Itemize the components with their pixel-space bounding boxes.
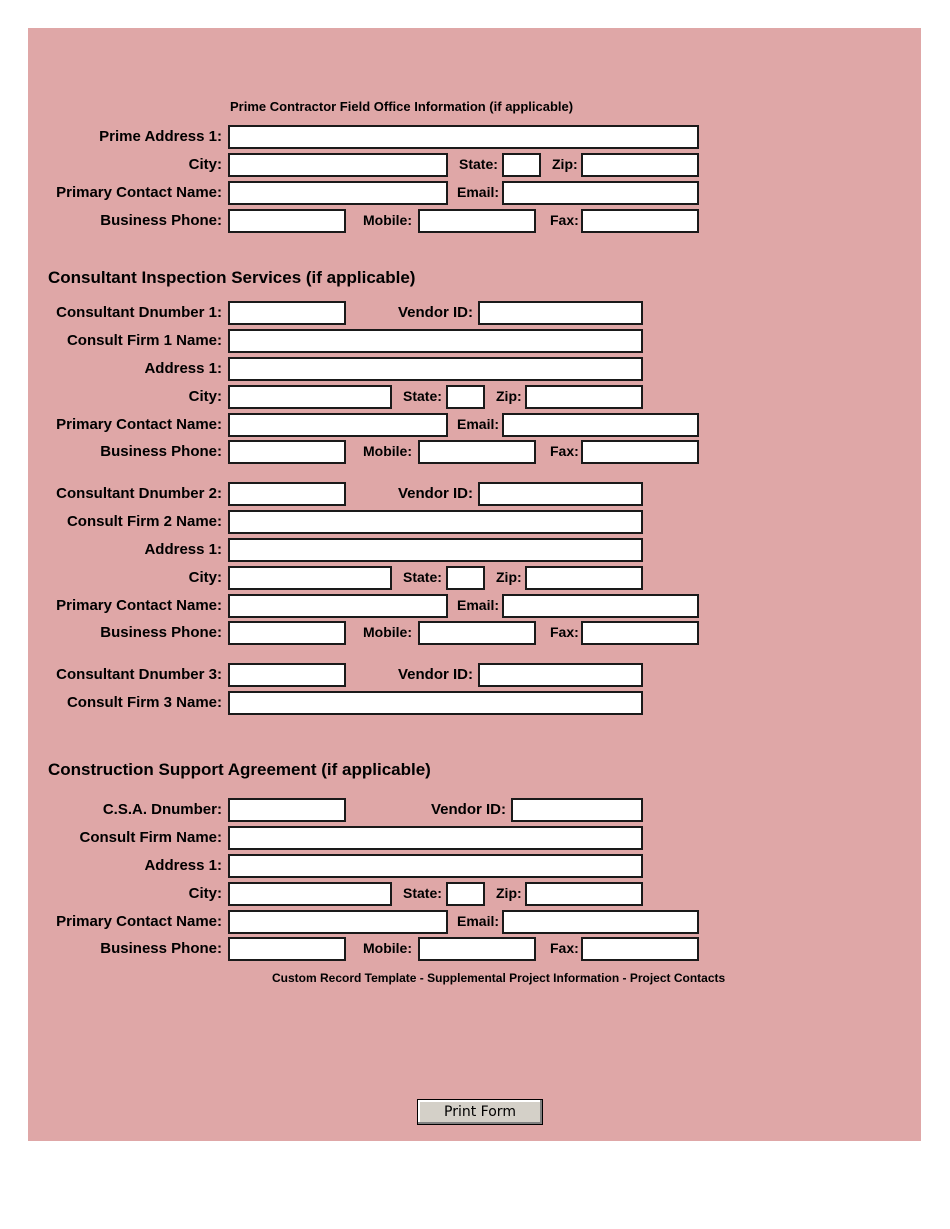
consultant2-vendor-input[interactable] bbox=[478, 482, 643, 506]
csa-state-input[interactable] bbox=[446, 882, 485, 906]
consultant1-email-input[interactable] bbox=[502, 413, 699, 437]
consultant1-city-label: City: bbox=[188, 388, 222, 405]
consultant2-state-label: State: bbox=[403, 569, 442, 585]
consultant2-dnumber-input[interactable] bbox=[228, 482, 346, 506]
csa-contact-input[interactable] bbox=[228, 910, 448, 934]
consultant2-phone-input[interactable] bbox=[228, 621, 346, 645]
consultant2-name-input[interactable] bbox=[228, 510, 643, 534]
prime-city-input[interactable] bbox=[228, 153, 448, 177]
prime-phone-label: Business Phone: bbox=[100, 212, 222, 229]
prime-mobile-input[interactable] bbox=[418, 209, 536, 233]
prime-email-label: Email: bbox=[457, 184, 500, 200]
consultant2-contact-input[interactable] bbox=[228, 594, 448, 618]
csa-email-label: Email: bbox=[457, 913, 500, 929]
csa-zip-input[interactable] bbox=[525, 882, 643, 906]
csa-zip-label: Zip: bbox=[496, 885, 522, 901]
consultant1-zip-label: Zip: bbox=[496, 388, 522, 404]
consultant1-fax-input[interactable] bbox=[581, 440, 699, 464]
consultant3-vendor-label: Vendor ID: bbox=[398, 666, 474, 683]
consultant1-name-input[interactable] bbox=[228, 329, 643, 353]
consultant1-mobile-input[interactable] bbox=[418, 440, 536, 464]
consultant1-address-input[interactable] bbox=[228, 357, 643, 381]
csa-address-label: Address 1: bbox=[144, 857, 222, 874]
consultant2-name-label: Consult Firm 2 Name: bbox=[66, 513, 222, 530]
consultant2-zip-input[interactable] bbox=[525, 566, 643, 590]
csa-contact-label: Primary Contact Name: bbox=[56, 913, 222, 930]
print-form-button[interactable]: Print Form bbox=[417, 1099, 543, 1125]
footer-caption: Custom Record Template - Supplemental Project Information - Project Contacts bbox=[272, 971, 726, 985]
prime-state-input[interactable] bbox=[502, 153, 541, 177]
prime-fax-input[interactable] bbox=[581, 209, 699, 233]
consultant1-name-label: Consult Firm 1 Name: bbox=[66, 332, 222, 349]
consultant2-city-input[interactable] bbox=[228, 566, 392, 590]
prime-email-input[interactable] bbox=[502, 181, 699, 205]
csa-mobile-input[interactable] bbox=[418, 937, 536, 961]
prime-zip-label: Zip: bbox=[552, 156, 578, 172]
consultant2-fax-label: Fax: bbox=[550, 624, 579, 640]
consultant-section-title: Consultant Inspection Services (if applicable) bbox=[48, 268, 416, 287]
consultant2-city-label: City: bbox=[188, 569, 222, 586]
consultant1-email-label: Email: bbox=[457, 416, 500, 432]
prime-contact-label: Primary Contact Name: bbox=[56, 184, 222, 201]
consultant1-dnumber-input[interactable] bbox=[228, 301, 346, 325]
prime-fax-label: Fax: bbox=[550, 212, 579, 228]
consultant1-zip-input[interactable] bbox=[525, 385, 643, 409]
consultant1-contact-label: Primary Contact Name: bbox=[56, 416, 222, 433]
csa-address-input[interactable] bbox=[228, 854, 643, 878]
consultant2-address-label: Address 1: bbox=[144, 541, 222, 558]
csa-vendor-input[interactable] bbox=[511, 798, 643, 822]
csa-section-title: Construction Support Agreement (if applicable) bbox=[48, 760, 431, 779]
consultant1-vendor-input[interactable] bbox=[478, 301, 643, 325]
consultant2-address-input[interactable] bbox=[228, 538, 643, 562]
prime-phone-input[interactable] bbox=[228, 209, 346, 233]
csa-phone-label: Business Phone: bbox=[100, 940, 222, 957]
consultant2-vendor-label: Vendor ID: bbox=[398, 485, 474, 502]
prime-address-label: Prime Address 1: bbox=[99, 128, 222, 145]
consultant1-city-input[interactable] bbox=[228, 385, 392, 409]
prime-city-label: City: bbox=[188, 156, 222, 173]
consultant1-state-label: State: bbox=[403, 388, 442, 404]
prime-section-title: Prime Contractor Field Office Information (if applicable) bbox=[230, 99, 574, 114]
csa-phone-input[interactable] bbox=[228, 937, 346, 961]
csa-email-input[interactable] bbox=[502, 910, 699, 934]
csa-city-input[interactable] bbox=[228, 882, 392, 906]
csa-fax-label: Fax: bbox=[550, 940, 579, 956]
consultant1-phone-label: Business Phone: bbox=[100, 443, 222, 460]
consultant1-mobile-label: Mobile: bbox=[363, 443, 412, 459]
consultant1-state-input[interactable] bbox=[446, 385, 485, 409]
consultant2-fax-input[interactable] bbox=[581, 621, 699, 645]
consultant3-vendor-input[interactable] bbox=[478, 663, 643, 687]
consultant1-contact-input[interactable] bbox=[228, 413, 448, 437]
consultant2-mobile-input[interactable] bbox=[418, 621, 536, 645]
consultant2-state-input[interactable] bbox=[446, 566, 485, 590]
csa-vendor-label: Vendor ID: bbox=[431, 801, 507, 818]
consultant2-mobile-label: Mobile: bbox=[363, 624, 412, 640]
csa-mobile-label: Mobile: bbox=[363, 940, 412, 956]
consultant2-email-label: Email: bbox=[457, 597, 500, 613]
consultant2-phone-label: Business Phone: bbox=[100, 624, 222, 641]
csa-fax-input[interactable] bbox=[581, 937, 699, 961]
csa-dnumber-label: C.S.A. Dnumber: bbox=[102, 801, 222, 818]
consultant2-email-input[interactable] bbox=[502, 594, 699, 618]
csa-firm-label: Consult Firm Name: bbox=[79, 829, 222, 846]
prime-mobile-label: Mobile: bbox=[363, 212, 412, 228]
consultant2-zip-label: Zip: bbox=[496, 569, 522, 585]
prime-address-input[interactable] bbox=[228, 125, 699, 149]
consultant1-dnumber-label: Consultant Dnumber 1: bbox=[56, 304, 222, 321]
csa-state-label: State: bbox=[403, 885, 442, 901]
consultant1-phone-input[interactable] bbox=[228, 440, 346, 464]
consultant3-name-label: Consult Firm 3 Name: bbox=[66, 694, 222, 711]
consultant2-dnumber-label: Consultant Dnumber 2: bbox=[56, 485, 222, 502]
consultant3-name-input[interactable] bbox=[228, 691, 643, 715]
consultant1-vendor-label: Vendor ID: bbox=[398, 304, 474, 321]
prime-state-label: State: bbox=[459, 156, 498, 172]
csa-firm-input[interactable] bbox=[228, 826, 643, 850]
consultant3-dnumber-input[interactable] bbox=[228, 663, 346, 687]
csa-city-label: City: bbox=[188, 885, 222, 902]
consultant2-contact-label: Primary Contact Name: bbox=[56, 597, 222, 614]
prime-zip-input[interactable] bbox=[581, 153, 699, 177]
csa-dnumber-input[interactable] bbox=[228, 798, 346, 822]
consultant3-dnumber-label: Consultant Dnumber 3: bbox=[56, 666, 222, 683]
prime-contact-input[interactable] bbox=[228, 181, 448, 205]
consultant1-fax-label: Fax: bbox=[550, 443, 579, 459]
consultant1-address-label: Address 1: bbox=[144, 360, 222, 377]
